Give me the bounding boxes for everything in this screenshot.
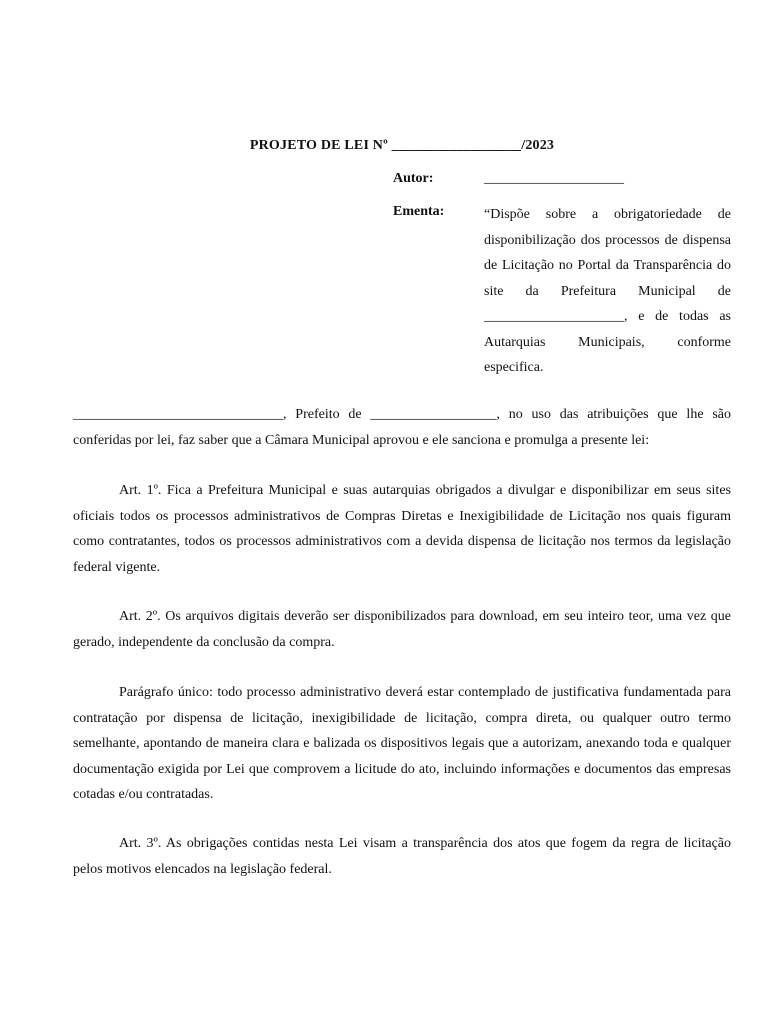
author-value: ____________________ (484, 171, 624, 186)
bill-title: PROJETO DE LEI Nº __________________/2023 (249, 138, 555, 153)
summary-label: Ementa: (393, 204, 445, 219)
sole-paragraph: Parágrafo único: todo processo administrativo deverá estar contemplado de justificativa fundamentada para contratação por dispensa de licitação, inexigibilidade de licitação, compra direta, ou qualquer outro termo semelhante, apontando de maneira clara e balizada os dispositivos legais que a autorizam, anexando toda e qualquer documentação exigida por Lei que comprovem a licitude do ato, incluindo informações e documentos das empresas cotadas e/ou contratadas. (73, 685, 731, 802)
author-label: Autor: (393, 171, 434, 186)
enactment-clause: ______________________________, Prefeito de __________________, no uso das atribuições que lhe são conferidas por lei, faz saber que a Câmara Municipal aprovou e ele sanciona e promulga a presente lei: (73, 407, 731, 448)
article-2: Art. 2º. Os arquivos digitais deverão ser disponibilizados para download, em seu inteiro teor, uma vez que gerado, independente da conclusão da compra. (73, 609, 731, 650)
article-3: Art. 3º. As obrigações contidas nesta Lei visam a transparência dos atos que fogem da regra de licitação pelos motivos elencados na legislação federal. (73, 836, 731, 877)
summary-text: “Dispõe sobre a obrigatoriedade de disponibilização dos processos de dispensa de Licitação no Portal da Transparência do site da Prefeitura Municipal de ____________________, e de todas as Autarquias Municipais, conforme especifica. (484, 207, 731, 375)
article-1: Art. 1º. Fica a Prefeitura Municipal e suas autarquias obrigados a divulgar e disponibilizar em seus sites oficiais todos os processos administrativos de Compras Diretas e Inexigibilidade de Licitação nos quais figuram como contratantes, todos os processos administrativos com a devida dispensa de licitação nos termos da legislação federal vigente. (73, 483, 731, 575)
